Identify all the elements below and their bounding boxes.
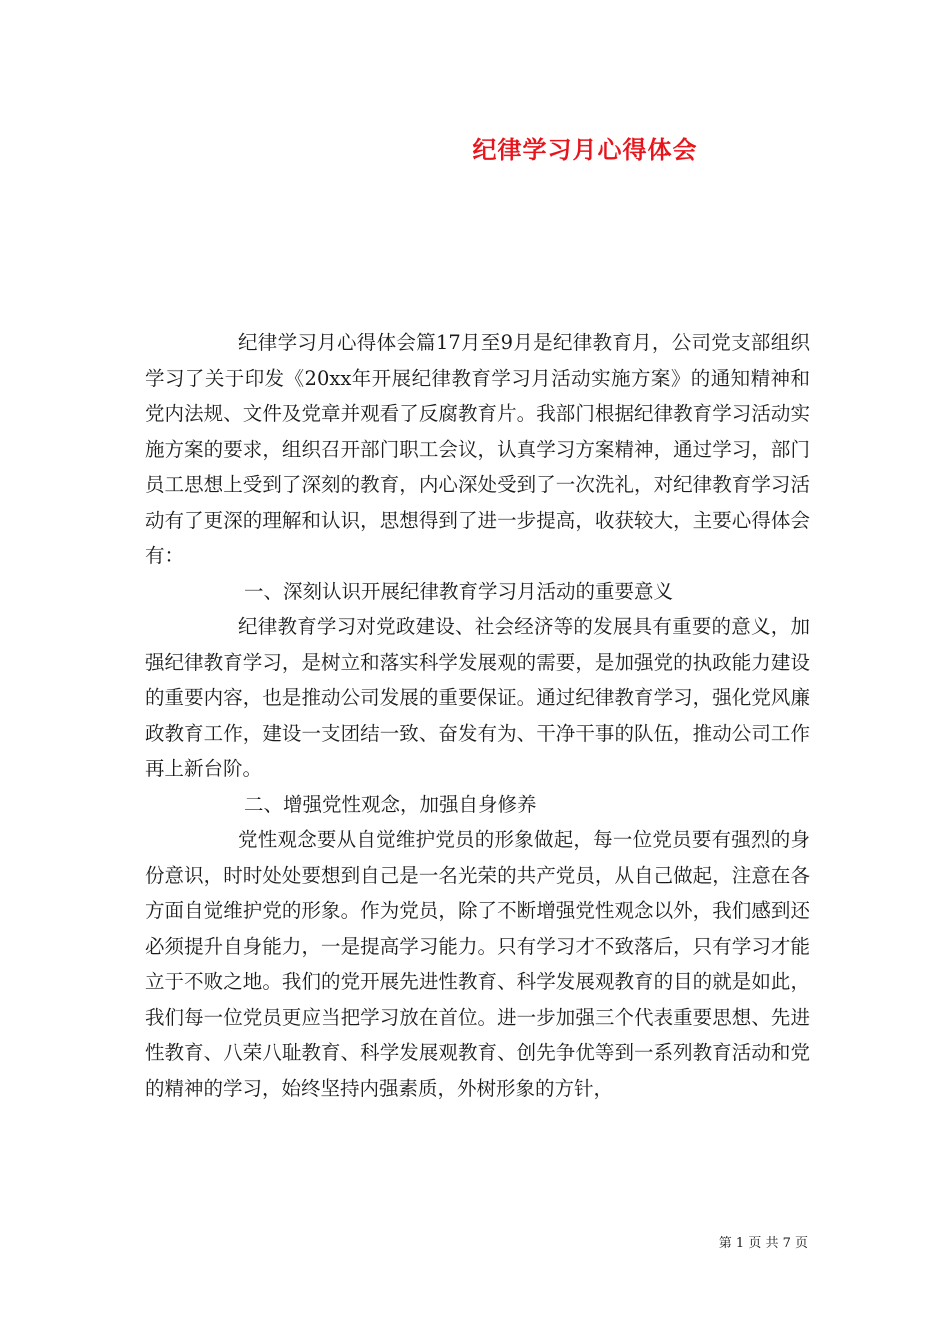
page-number-footer: 第 1 页 共 7 页 [718, 1236, 808, 1251]
paragraph-intro: 纪律学习月心得体会篇17月至9月是纪律教育月，公司党支部组织学习了关于印发《20xx年开展纪律教育学习月活动实施方案》的通知精神和党内法规、文件及党章并观看了反腐教育片。我部门根据纪律教育学习活动实施方案的要求，组织召开部门职工会议，认真学习方案精神，通过学习，部门员工思想上受到了深刻的教育，内心深处受到了一次洗礼，对纪律教育学习活动有了更深的理解和认识，思想得到了进一步提高，收获较大，主要心得体会有： [145, 331, 810, 567]
section-heading-2: 二、增强党性观念，加强自身修养 [244, 792, 537, 816]
document-title: 纪律学习月心得体会 [472, 135, 698, 164]
document-body [145, 325, 810, 1106]
section-heading-1: 一、深刻认识开展纪律教育学习月活动的重要意义 [244, 579, 674, 603]
paragraph-section-1: 纪律教育学习对党政建设、社会经济等的发展具有重要的意义，加强纪律教育学习，是树立和落实科学发展观的需要，是加强党的执政能力建设的重要内容，也是推动公司发展的重要保证。通过纪律教育学习，强化党风廉政教育工作，建设一支团结一致、奋发有为、干净干事的队伍，推动公司工作再上新台阶。 [145, 615, 810, 780]
paragraph-section-2: 党性观念要从自觉维护党员的形象做起，每一位党员要有强烈的身份意识，时时处处要想到自己是一名光荣的共产党员，从自己做起，注意在各方面自觉维护党的形象。作为党员，除了不断增强党性观念以外，我们感到还必须提升自身能力，一是提高学习能力。只有学习才不致落后，只有学习才能立于不败之地。我们的党开展先进性教育、科学发展观教育的目的就是如此，我们每一位党员更应当把学习放在首位。进一步加强三个代表重要思想、先进性教育、八荣八耻教育、科学发展观教育、创先争优等到一系列教育活动和党的精神的学习，始终坚持内强素质，外树形象的方针， [145, 828, 810, 1100]
